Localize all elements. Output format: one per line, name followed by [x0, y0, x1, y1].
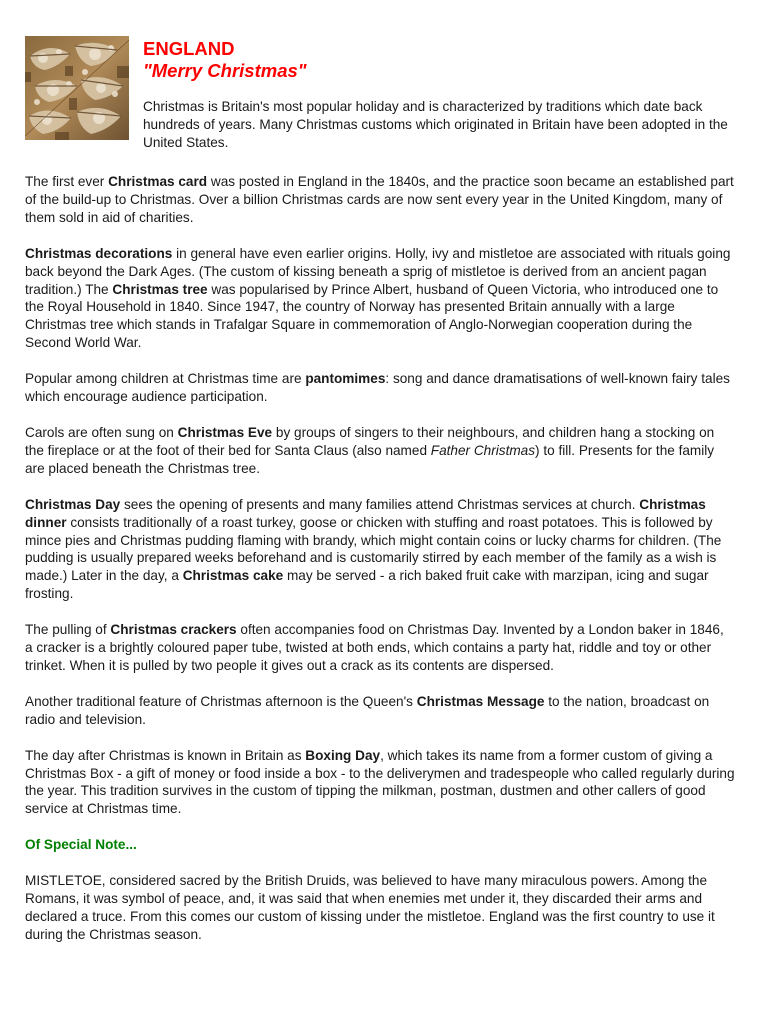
paragraph-pantomimes: Popular among children at Christmas time are pantomimes: song and dance dramatisations of well-known fairy tales which encourage audience participation. — [25, 371, 730, 405]
article — [25, 36, 735, 962]
paragraph-queens-message: Another traditional feature of Christmas afternoon is the Queen's Christmas Message to the nation, broadcast on radio and television. — [25, 693, 710, 727]
paragraph-decorations: Christmas decorations in general have even earlier origins. Holly, ivy and mistletoe are associated with rituals going back beyond the Dark Ages. (The custom of kissing beneath a sprig of mistletoe is derived from an ancient pagan tradition.) The Christmas tree was popularised by Prince Albert, husband of Queen Victoria, who introduced one to the Royal Household in 1840. Since 1947, the country of Norway has presented Britain annually with a large Christmas tree which stands in Trafalgar Square in commemoration of Anglo-Norwegian cooperation during the Second World War. — [25, 245, 731, 351]
page-subtitle: "Merry Christmas" — [143, 60, 307, 81]
special-note-heading: Of Special Note... — [25, 837, 137, 853]
intro-paragraph: Christmas is Britain's most popular holiday and is characterized by traditions which date back hundreds of years. Many Christmas customs which originated in Britain have been adopted in the United States. — [143, 99, 728, 150]
frosted-leaves-photo — [25, 36, 129, 140]
paragraph-christmas-day: Christmas Day sees the opening of presents and many families attend Christmas services at church. Christmas dinner consists traditionally of a roast turkey, goose or chicken with stuffing and roast potatoes. This is followed by mince pies and Christmas pudding flaming with brandy, which might contain coins or lucky charms for children. (The pudding is usually prepared weeks beforehand and is customarily stirred by each member of the family as a wish is made.) Later in the day, a Christmas cake may be served - a rich baked fruit cake with marzipan, icing and sugar frosting. — [25, 496, 722, 602]
paragraph-christmas-eve: Carols are often sung on Christmas Eve by groups of singers to their neighbours, and children hang a stocking on the fireplace or at the foot of their bed for Santa Claus (also named Father Christmas) to fill. Presents for the family are placed beneath the Christmas tree. — [25, 424, 715, 476]
paragraph-crackers: The pulling of Christmas crackers often accompanies food on Christmas Day. Invented by a London baker in 1846, a cracker is a brightly coloured paper tube, twisted at both ends, which contains a party hat, riddle and toy or other trinket. When it is pulled by two people it gives out a crack as its contents are dispersed. — [25, 622, 724, 673]
header-text — [143, 36, 735, 152]
page-title: ENGLAND — [143, 38, 235, 59]
paragraph-boxing-day: The day after Christmas is known in Britain as Boxing Day, which takes its name from a former custom of giving a Christmas Box - a gift of money or food inside a box - to the deliverymen and tradespeople who called regularly during the year. This tradition survives in the custom of tipping the milkman, postman, dustmen and other callers of good service at Christmas time. — [25, 747, 735, 817]
paragraph-mistletoe: MISTLETOE, considered sacred by the British Druids, was believed to have many miraculous powers. Among the Romans, it was symbol of peace, and, it was said that when enemies met under it, they discarded their arms and declared a truce. From this comes our custom of kissing under the mistletoe. England was the first country to use it during the Christmas season. — [25, 873, 715, 942]
header — [25, 36, 735, 150]
paragraph-christmas-card: The first ever Christmas card was posted in England in the 1840s, and the practice soon became an established part of the build-up to Christmas. Over a billion Christmas cards are now sent every year in the United Kingdom, many of them sold in aid of charities. — [25, 174, 734, 225]
